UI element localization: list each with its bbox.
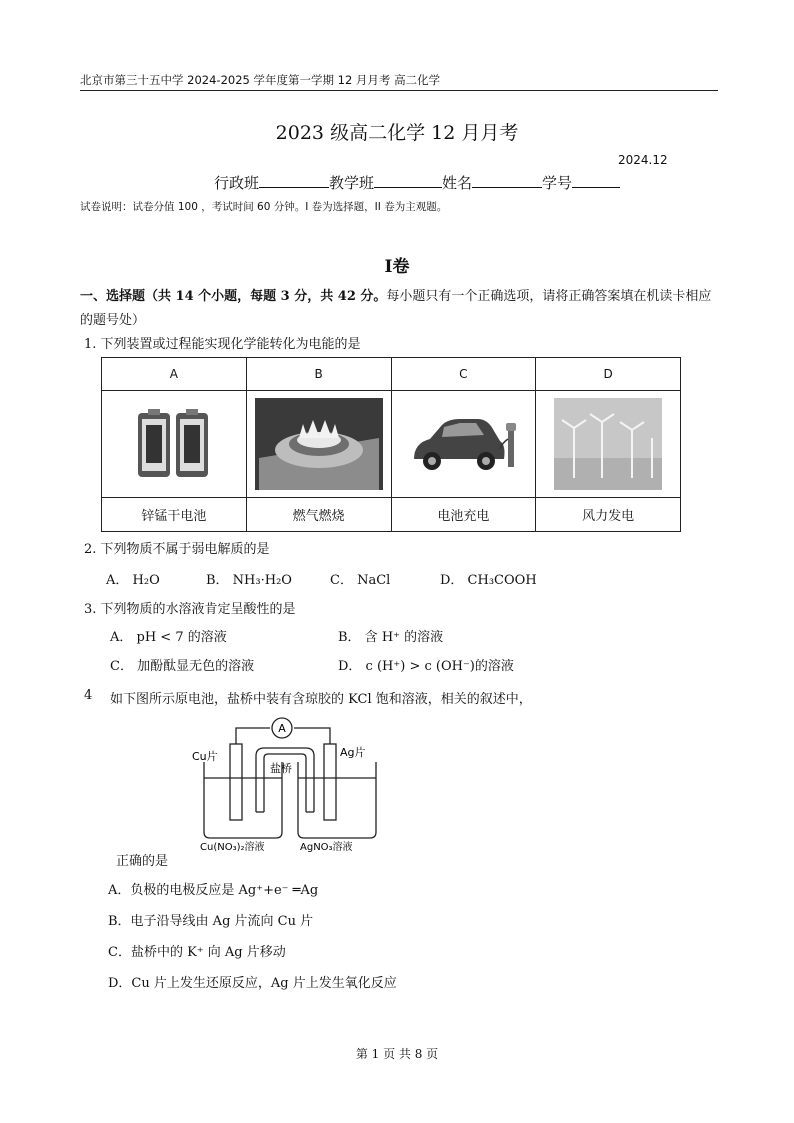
section-label: 一、选择题 (80, 289, 146, 304)
q4-option-d[interactable]: D．Cu 片上发生还原反应，Ag 片上发生氧化反应 (108, 976, 397, 991)
exam-note: 试卷说明：试卷分值 100 ，考试时间 60 分钟。I 卷为选择题，II 卷为主观题。 (80, 201, 448, 213)
q2-option-c[interactable]: C． NaCl (330, 573, 391, 588)
exam-date: 2024.12 (618, 153, 668, 167)
q4-correct-is: 正确的是 (116, 854, 169, 869)
section-bold-text: （共 14 个小题，每题 3 分，共 42 分。 (145, 289, 387, 304)
ag-electrode-label: Ag片 (340, 746, 366, 759)
class-label: 行政班 (214, 174, 260, 192)
q3-option-c[interactable]: C． 加酚酞显无色的溶液 (110, 659, 255, 674)
name-blank[interactable] (472, 173, 542, 188)
q1-label-c: 电池充电 (391, 498, 536, 532)
ag-solution-label: AgNO₃溶液 (300, 842, 353, 852)
cu-electrode-label: Cu片 (192, 750, 218, 763)
q4-option-a[interactable]: A．负极的电极反应是 Ag⁺+e⁻ ═Ag (108, 883, 319, 898)
section-rest: 每小题只有一个正确选项，请将正确答案填在机读卡相应的题号处） (80, 289, 712, 328)
q1-label-a: 锌锰干电池 (102, 498, 247, 532)
q2-option-a[interactable]: A． H₂O (106, 573, 160, 588)
part-title: I卷 (384, 257, 410, 277)
q1-col-d: D (536, 358, 681, 391)
student-info-line (214, 172, 620, 193)
ammeter-label: A (278, 722, 286, 735)
student-id-label: 学号 (542, 174, 573, 192)
q4-stem: 如下图所示原电池，盐桥中装有含琼胶的 KCl 饱和溶液，相关的叙述中， (110, 692, 532, 707)
q1-options-table (101, 357, 681, 532)
name-label: 姓名 (442, 174, 473, 192)
q4-number: 4 (84, 688, 93, 703)
header-rule (80, 90, 718, 91)
teaching-class-label: 教学班 (329, 174, 375, 192)
wind-power-image (536, 391, 681, 498)
q2-option-b[interactable]: B． NH₃·H₂O (206, 573, 292, 588)
gas-burner-image (246, 391, 391, 498)
q3-stem: 3. 下列物质的水溶液肯定呈酸性的是 (84, 602, 296, 617)
section-instructions (80, 285, 720, 333)
q2-stem: 2. 下列物质不属于弱电解质的是 (84, 542, 270, 557)
q3-option-b[interactable]: B． 含 H⁺ 的溶液 (338, 630, 444, 645)
galvanic-cell-diagram (190, 712, 380, 852)
student-id-blank[interactable] (572, 173, 620, 188)
class-blank[interactable] (259, 173, 329, 188)
gas-burner-icon (255, 398, 383, 490)
q2-option-d[interactable]: D． CH₃COOH (440, 573, 537, 588)
q3-option-d[interactable]: D． c (H⁺) > c (OH⁻)的溶液 (338, 659, 514, 674)
q1-label-d: 风力发电 (536, 498, 681, 532)
zinc-manganese-battery-image (102, 391, 247, 498)
q1-col-a: A (102, 358, 247, 391)
page-footer: 第 1 页 共 8 页 (355, 1047, 439, 1061)
teaching-class-blank[interactable] (374, 173, 442, 188)
q4-option-b[interactable]: B．电子沿导线由 Ag 片流向 Cu 片 (108, 914, 314, 929)
q4-option-c[interactable]: C．盐桥中的 K⁺ 向 Ag 片移动 (108, 945, 286, 960)
q3-option-a[interactable]: A． pH < 7 的溶液 (110, 630, 227, 645)
battery-icon (134, 407, 214, 481)
q1-col-b: B (246, 358, 391, 391)
q1-label-b: 燃气燃烧 (246, 498, 391, 532)
q1-col-c: C (391, 358, 536, 391)
cu-solution-label: Cu(NO₃)₂溶液 (200, 842, 265, 852)
ev-charging-image (391, 391, 536, 498)
electric-car-icon (408, 409, 518, 479)
q1-stem: 1. 下列装置或过程能实现化学能转化为电能的是 (84, 337, 361, 352)
exam-header: 北京市第三十五中学 2024-2025 学年度第一学期 12 月月考 高二化学 (80, 73, 441, 87)
exam-title: 2023 级高二化学 12 月月考 (275, 122, 519, 144)
salt-bridge-label: 盐桥 (270, 762, 292, 775)
wind-turbine-icon (554, 398, 662, 490)
